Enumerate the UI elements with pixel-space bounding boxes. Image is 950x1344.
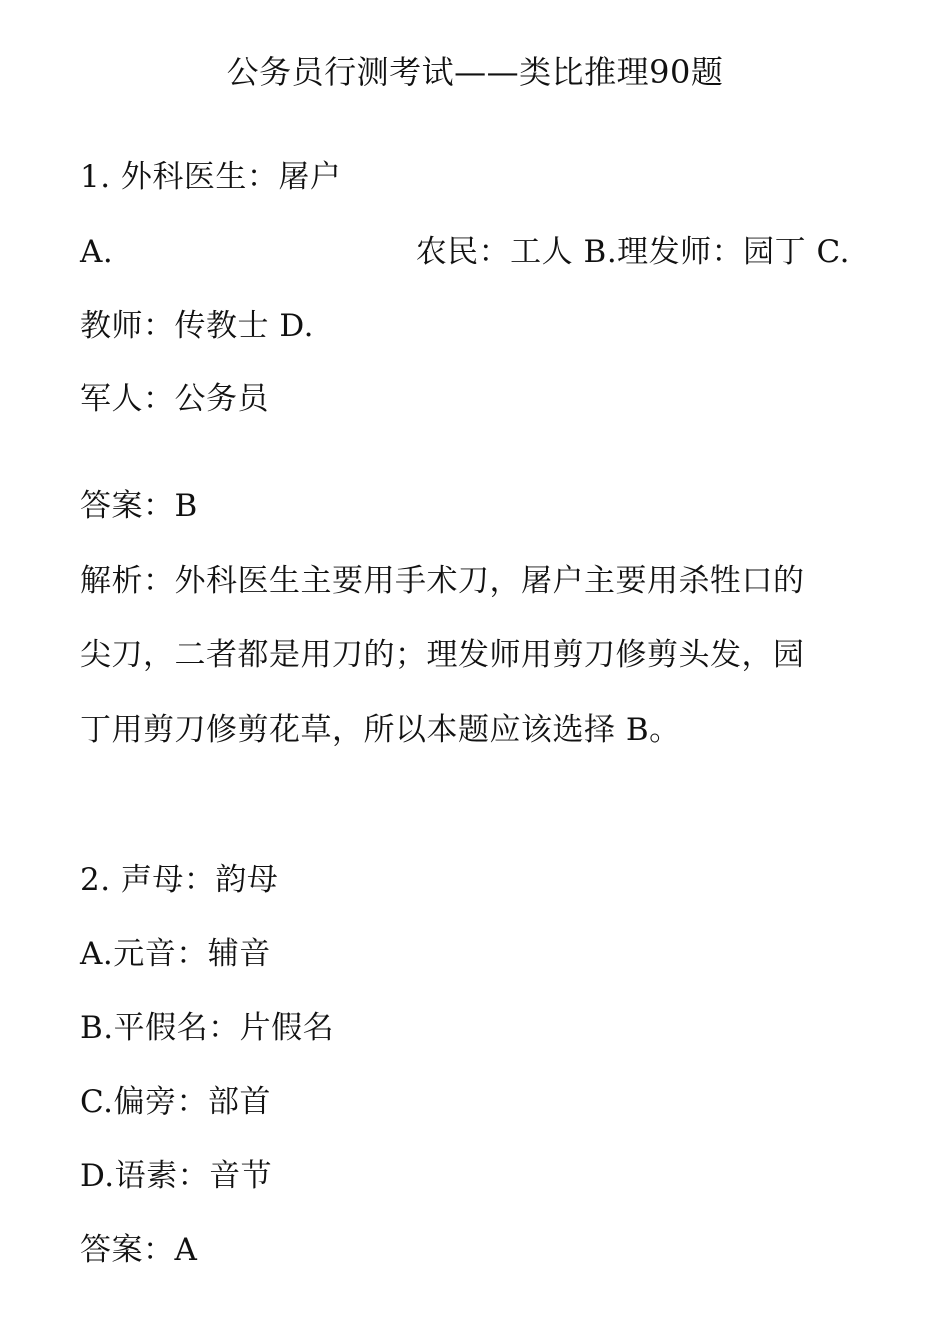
question-1-options-line-2: 教师：传教士 D. (80, 308, 314, 344)
question-1-stem: 1. 外科医生：屠户 (80, 159, 342, 195)
question-2-option-a: A.元音：辅音 (80, 936, 271, 972)
question-1-option-a-label: A. (80, 234, 114, 270)
question-1-analysis-line-1: 解析：外科医生主要用手术刀，屠户主要用杀牲口的 (80, 563, 805, 599)
question-2-option-d: D.语素：音节 (80, 1158, 273, 1194)
question-1-options-text: 农民：工人 B.理发师：园丁 C. (415, 234, 850, 270)
question-1-analysis-line-2: 尖刀，二者都是用刀的；理发师用剪刀修剪头发，园 (80, 637, 805, 673)
question-2-option-b: B.平假名：片假名 (80, 1010, 335, 1046)
question-1-options-line-3: 军人：公务员 (80, 381, 269, 417)
question-2-answer: 答案：A (80, 1232, 198, 1268)
question-1-options-line-1 (80, 232, 850, 272)
question-1-analysis-line-3: 丁用剪刀修剪花草，所以本题应该选择 B。 (80, 712, 681, 748)
question-1-answer: 答案：B (80, 488, 198, 524)
question-2-stem: 2. 声母：韵母 (80, 862, 279, 898)
question-2-option-c: C.偏旁：部首 (80, 1084, 271, 1120)
document-title: 公务员行测考试——类比推理90题 (226, 53, 724, 91)
